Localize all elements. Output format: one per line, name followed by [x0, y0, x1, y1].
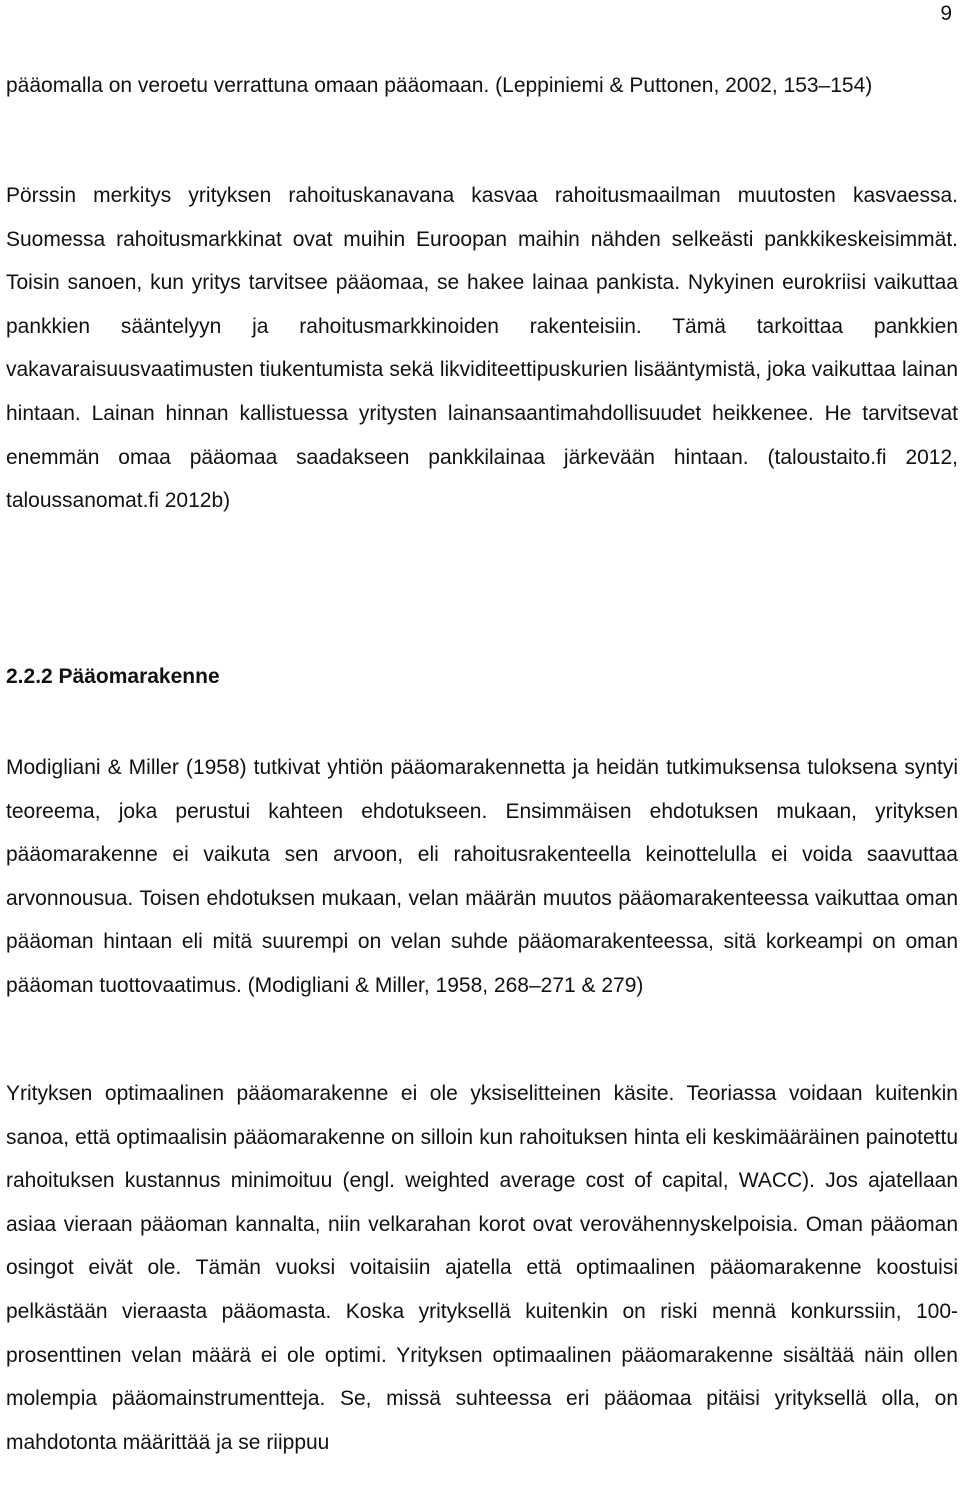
paragraph-tax-advantage: pääomalla on veroetu verrattuna omaan pääomaan. (Leppiniemi & Puttonen, 2002, 153–154)	[6, 74, 873, 97]
paragraph-stock-exchange: Pörssin merkitys yrityksen rahoituskanavana kasvaa rahoitusmaailman muutosten kasvaessa. Suomessa rahoitusmarkkinat ovat muihin Euroopan maihin nähden selkeästi pankkikeskeisimmät. Toisin sanoen, kun yritys tarvitsee pääomaa, se hakee lainaa pankista. Nykyinen eurokriisi vaikuttaa pankkien sääntelyyn ja rahoitusmarkkinoiden rakenteisiin. Tämä tarkoittaa pankkien vakavaraisuusvaatimusten tiukentumista sekä likviditeettipuskurien lisääntymistä, joka vaikuttaa lainan hintaan. Lainan hinnan kallistuessa yritysten lainansaantimahdollisuudet heikkenee. He tarvitsevat enemmän omaa pääomaa saadakseen pankkilainaa järkevään hintaan. (taloustaito.fi 2012, taloussanomat.fi 2012b)	[6, 184, 958, 513]
section-heading: 2.2.2 Pääomarakenne	[6, 665, 220, 688]
page-number: 9	[940, 2, 952, 25]
paragraph-modigliani-miller: Modigliani & Miller (1958) tutkivat yhtiön pääomarakennetta ja heidän tutkimuksensa tuloksena syntyi teoreema, joka perustui kahteen ehdotukseen. Ensimmäisen ehdotuksen mukaan, yrityksen pääomarakenne ei vaikuta sen arvoon, eli rahoitusrakenteella keinottelulla ei voida saavuttaa arvonnousua. Toisen ehdotuksen mukaan, velan määrän muutos pääomarakenteessa vaikuttaa oman pääoman hintaan eli mitä suurempi on velan suhde pääomarakenteessa, sitä korkeampi on oman pääoman tuottovaatimus. (Modigliani & Miller, 1958, 268–271 & 279)	[6, 756, 958, 997]
paragraph-optimal-capital-structure: Yrityksen optimaalinen pääomarakenne ei ole yksiselitteinen käsite. Teoriassa voidaan kuitenkin sanoa, että optimaalisin pääomarakenne on silloin kun rahoituksen hinta eli keskimääräinen painotettu rahoituksen kustannus minimoituu (engl. weighted average cost of capital, WACC). Jos ajatellaan asiaa vieraan pääoman kannalta, niin velkarahan korot ovat verovähennyskelpoisia. Oman pääoman osingot eivät ole. Tämän vuoksi voitaisiin ajatella että optimaalinen pääomarakenne koostuisi pelkästään vieraasta pääomasta. Koska yrityksellä kuitenkin on riski mennä konkurssiin, 100-prosenttinen velan määrä ei ole optimi. Yrityksen optimaalinen pääomarakenne sisältää näin ollen molempia pääomainstrumentteja. Se, missä suhteessa eri pääomaa pitäisi yrityksellä olla, on mahdotonta määrittää ja se riippuu	[6, 1082, 958, 1454]
